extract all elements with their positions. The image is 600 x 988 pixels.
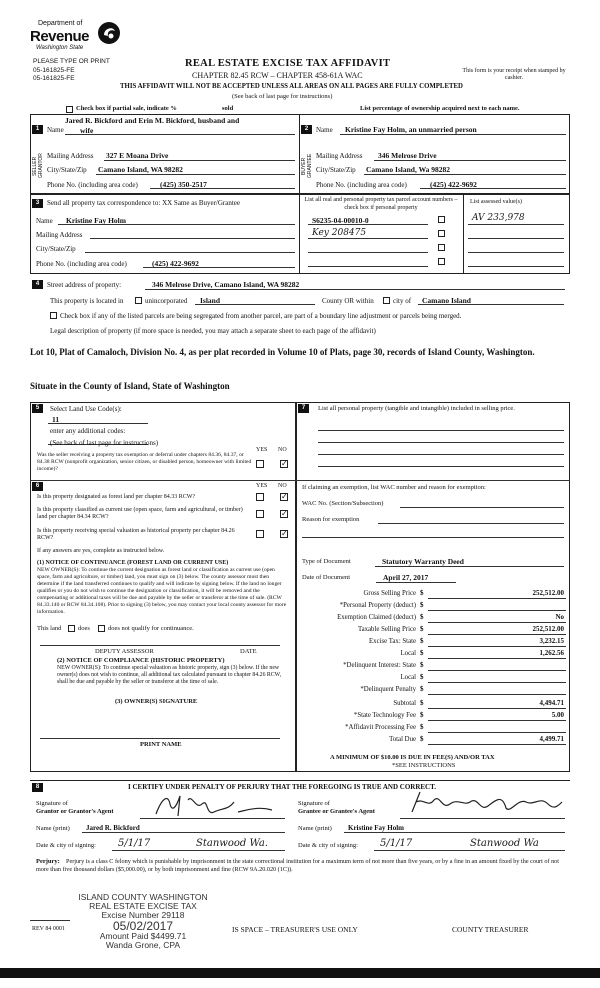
corr-phone: (425) 422-9692: [152, 259, 199, 268]
form-title: REAL ESTATE EXCISE TAX AFFIDAVIT: [185, 58, 391, 69]
grantor-sig-label1: Signature of: [36, 800, 68, 807]
seller-name-label: Name: [47, 126, 64, 134]
grantee-date-label: Date & city of signing:: [298, 842, 358, 849]
corr-address-label: Mailing Address: [36, 231, 83, 239]
segregated-checkbox[interactable]: [50, 312, 57, 319]
legal-description: Lot 10, Plat of Camaloch, Division No. 4, as per plat recorded in Volume 10 of Plats, page 30, records of Island County, Washington.: [30, 347, 535, 357]
seller-name-line2: wife: [80, 126, 94, 135]
buyer-name-label: Name: [316, 126, 333, 134]
see-back-note: (See back of last page for instructions): [232, 93, 333, 100]
revenue-wordmark: Revenue: [30, 28, 90, 45]
historic-no-checkbox[interactable]: ✓: [281, 529, 288, 538]
certify-statement: I CERTIFY UNDER PENALTY OF PERJURY THAT THE FOREGOING IS TRUE AND CORRECT.: [128, 783, 437, 791]
washington-state: Washington State: [36, 45, 84, 51]
notice-compliance-text: NEW OWNER(S): To continue special valuation as historic property, sign (3) below. If the new owner(s) does not wish to continue, all additional tax calculated pursuant to chapter 84.26 RCW, shall be due and payable by the seller or transferor at the time of sale.: [57, 665, 282, 685]
section-1-marker: 1: [32, 125, 43, 134]
doc-type: Statutory Warranty Deed: [382, 557, 464, 566]
section5-no-header: NO: [278, 447, 287, 453]
segregated-label: Check box if any of the listed parcels are being segregated from another parcel, are part of a boundary line adjustment or parcels being merged.: [60, 312, 462, 320]
grantee-sig-label1: Signature of: [298, 800, 330, 807]
doc-date: April 27, 2017: [383, 573, 429, 582]
partial-sale-checkbox[interactable]: [66, 106, 73, 113]
grantor-name: Jared R. Bickford: [86, 824, 140, 832]
dor-swirl-icon: [96, 20, 122, 46]
section-8-marker: 8: [32, 783, 43, 792]
historic-question: Is this property receiving special valuation as historical property per chapter 84.26 RCW?: [37, 528, 235, 541]
this-land-label: This land: [37, 625, 62, 632]
stamp-county: ISLAND COUNTY WASHINGTON: [78, 892, 208, 902]
section-4-marker: 4: [32, 280, 43, 289]
unincorporated-checkbox[interactable]: [135, 297, 142, 304]
exemption-question: Was the seller receiving a property tax exemption or deferral under chapters 84.36, 84.37, or 84.38 RCW (nonprofit organization, senior citizen, or disabled person, homeowner with limited income)?: [37, 452, 252, 472]
corr-name-label: Name: [36, 217, 53, 225]
personal-property-label: List all personal property (tangible and intangible) included in selling price.: [318, 405, 515, 412]
print-name-label: PRINT NAME: [140, 741, 182, 748]
grantor-sig-label2: Grantor or Grantor's Agent: [36, 808, 114, 815]
sold-label: sold: [222, 105, 234, 112]
tax-row: Excise Tax: State $ 3,232.15: [369, 637, 564, 645]
owner-signature-label: (3) OWNER(S) SIGNATURE: [115, 698, 198, 705]
section-7-marker: 7: [298, 404, 309, 413]
reason-label: Reason for exemption: [302, 516, 360, 523]
stamp-signer: Wanda Grone, CPA: [105, 940, 181, 950]
correspondence-label: Send all property tax correspondence to: XX Same as Buyer/Grantee: [47, 199, 241, 207]
tax-row: *Delinquent Penalty $: [298, 685, 566, 697]
buyer-address: 346 Melrose Drive: [378, 151, 437, 160]
section5-no-checkbox[interactable]: ✓: [281, 459, 288, 468]
city-of-checkbox[interactable]: [383, 297, 390, 304]
tax-row: Taxable Selling Price $ 252,512.00: [357, 625, 564, 633]
treasurer-use-only: IS SPACE – TREASURER'S USE ONLY: [232, 925, 358, 934]
located-label: This property is located in: [50, 297, 124, 305]
parcel-2-personal-checkbox[interactable]: [438, 230, 445, 237]
seller-city: Camano Island, WA 98282: [98, 165, 183, 174]
seller-side-label: SELLER GRANTOR: [32, 153, 44, 179]
warning-line: THIS AFFIDAVIT WILL NOT BE ACCEPTED UNLESS ALL AREAS ON ALL PAGES ARE FULLY COMPLETED: [120, 83, 463, 90]
current-use-yes-checkbox[interactable]: [256, 510, 264, 518]
buyer-city: Camano Island, Wa 98282: [366, 165, 451, 174]
deputy-assessor-label: DEPUTY ASSESSOR: [95, 648, 154, 655]
corr-city-label: City/State/Zip: [36, 245, 76, 253]
legal-desc-label: Legal description of property (if more space is needed, you may attach a separate sheet to each page of the affidavit): [50, 327, 376, 335]
bottom-scan-bar: [0, 968, 600, 978]
grantor-city: Stanwood Wa.: [196, 838, 269, 849]
please-type: PLEASE TYPE OR PRINT: [33, 58, 110, 65]
grantor-signature: [148, 790, 278, 820]
additional-codes-label: enter any additional codes:: [50, 427, 126, 435]
section6-no-header: NO: [278, 483, 287, 489]
seller-city-label: City/State/Zip: [47, 166, 87, 174]
tax-row: *Personal Property (deduct) $: [298, 601, 566, 613]
section-5-marker: 5: [32, 404, 43, 413]
buyer-phone: (425) 422-9692: [430, 180, 477, 189]
notice-continuance-title: (1) NOTICE OF CONTINUANCE (FOREST LAND OR CURRENT USE): [37, 560, 229, 566]
notice-compliance-title: (2) NOTICE OF COMPLIANCE (HISTORIC PROPERTY): [57, 657, 225, 664]
section6-yes-header: YES: [256, 483, 268, 489]
rev-number: REV 84 0001: [32, 926, 65, 932]
forest-yes-checkbox[interactable]: [256, 493, 264, 501]
grantee-date: 5/1/17: [380, 838, 413, 849]
grantee-signature: [406, 788, 566, 818]
list-percentage-note: List percentage of ownership acquired next to each name.: [360, 105, 520, 112]
street-address: 346 Melrose Drive, Camano Island, WA 98282: [152, 280, 300, 289]
does-not-label: does not qualify for continuance.: [108, 625, 194, 632]
grantor-name-label: Name (print): [36, 825, 70, 832]
grantor-date-label: Date & city of signing:: [36, 842, 96, 849]
tax-row: Subtotal $ 4,494.71: [393, 699, 564, 707]
tax-row: Local $ 1,262.56: [400, 649, 564, 657]
parcel-4-personal-checkbox[interactable]: [438, 258, 445, 265]
ref-number-1: 05-161825-FE: [33, 67, 75, 74]
street-address-label: Street address of property:: [47, 281, 122, 289]
tax-row: Total Due $ 4,499.71: [389, 735, 564, 743]
city-of-label: city of: [393, 297, 412, 305]
does-label: does: [78, 625, 90, 632]
seller-name-line1: Jared R. Bickford and Erin M. Bickford, husband and: [65, 116, 240, 125]
land-use-see-back: (See back of last page for instructions): [50, 439, 159, 447]
see-instructions-note: *SEE INSTRUCTIONS: [392, 762, 456, 769]
does-qualify-checkbox[interactable]: [68, 625, 75, 632]
section5-yes-checkbox[interactable]: [256, 460, 264, 468]
grantee-city: Stanwood Wa: [470, 838, 539, 849]
perjury-label: Perjury:: [36, 858, 60, 865]
partial-sale-label: Check box if partial sale, indicate %: [76, 105, 177, 112]
buyer-name: Kristine Fay Holm, an unmarried person: [345, 125, 477, 134]
tax-row: Local $: [298, 673, 566, 685]
seller-address-label: Mailing Address: [47, 152, 94, 160]
grantee-name: Kristine Fay Holm: [348, 824, 404, 832]
tax-row: Gross Selling Price $ 252,512.00: [363, 589, 564, 597]
historic-yes-checkbox[interactable]: [256, 530, 264, 538]
unincorporated-label: unincorporated: [145, 297, 188, 305]
buyer-city-label: City/State/Zip: [316, 166, 356, 174]
section-2-marker: 2: [301, 125, 312, 134]
stamp-date: 05/02/2017: [112, 919, 174, 933]
current-use-no-checkbox[interactable]: ✓: [281, 509, 288, 518]
stamp-excise-number: Excise Number 29118: [101, 910, 185, 920]
dept-of: Department of: [38, 20, 83, 27]
receipt-note: This form is your receipt when stamped by cashier.: [462, 68, 566, 81]
tax-row: *State Technology Fee $ 5.00: [353, 711, 564, 719]
minimum-due-note: A MINIMUM OF $10.00 IS DUE IN FEE(S) AND/OR TAX: [330, 754, 495, 761]
seller-address: 327 E Moana Drive: [106, 151, 169, 160]
county-treasurer-label: COUNTY TREASURER: [452, 925, 529, 934]
county-or-within-label: County OR within: [322, 297, 374, 305]
does-not-qualify-checkbox[interactable]: [98, 625, 105, 632]
doc-date-label: Date of Document: [302, 574, 351, 581]
stamp-ret: REAL ESTATE EXCISE TAX: [89, 901, 197, 911]
forest-no-checkbox[interactable]: ✓: [281, 492, 288, 501]
buyer-phone-label: Phone No. (including area code): [316, 181, 407, 189]
exemption-label: If claiming an exemption, list WAC number and reason for exemption:: [302, 484, 486, 491]
seller-phone-label: Phone No. (including area code): [47, 181, 138, 189]
grantee-name-label: Name (print): [298, 825, 332, 832]
parcel-number: S6235-04-00010-0: [312, 216, 369, 225]
buyer-address-label: Mailing Address: [316, 152, 363, 160]
land-use-code: 11: [52, 415, 60, 424]
land-use-label: Select Land Use Code(s):: [50, 405, 122, 413]
corr-name: Kristine Fay Holm: [66, 216, 126, 225]
assessed-header: List assessed value(s): [470, 199, 522, 205]
doc-type-label: Type of Document: [302, 558, 351, 565]
tax-row: Exemption Claimed (deduct) $ No: [337, 613, 564, 621]
tax-row: *Affidavit Processing Fee $: [298, 723, 566, 735]
assessed-value: AV 233,978: [472, 213, 525, 223]
parcel-key: Key 208475: [312, 228, 367, 238]
city-value: Camano Island: [422, 296, 471, 305]
dor-logo: [30, 20, 125, 56]
situate-line: Situate in the County of Island, State of Washington: [30, 381, 230, 391]
seller-phone: (425) 350-2517: [160, 180, 207, 189]
county-value: Island: [200, 296, 221, 305]
section-3-marker: 3: [32, 199, 43, 208]
forest-land-question: Is this property designated as forest land per chapter 84.33 RCW?: [37, 494, 196, 500]
ref-number-2: 05-161825-FE: [33, 75, 75, 82]
corr-phone-label: Phone No. (including area code): [36, 260, 127, 268]
section-6-marker: 6: [32, 482, 43, 491]
buyer-side-label: BUYER GRANTEE: [301, 153, 313, 179]
parcel-header: List all real and personal property tax parcel account numbers – check box if personal property: [304, 197, 458, 211]
perjury-text: Perjury is a class C felony which is punishable by imprisonment in the state correctional institution for a maximum term of not more than five years, or by a fine in an amount fixed by the court of not more than five thousand dollars ($5,000.00), or by both imprisonment and fine (RCW 9A.20.020 (1C)).: [36, 858, 559, 873]
tax-row: *Delinquent Interest: State $: [298, 661, 566, 673]
section5-yes-header: YES: [256, 447, 268, 453]
treasurer-stamp: [78, 893, 208, 950]
parcel-1-personal-checkbox[interactable]: [438, 216, 445, 223]
grantee-sig-label2: Grantee or Grantee's Agent: [298, 808, 375, 815]
notice-continuance-text: NEW OWNER(S): To continue the current designation as forest land or classification as current use (open space, farm and agriculture, or timber) land, you must sign on (3) below. The county assessor must then determine if the land transferred continues to qualify and will indicate by signing below. If the land no longer qualifies or you do not wish to continue the designation or classification, it will be removed and the compensating or additional taxes will be due and payable by the seller or transferor at the time of sale. (RCW 84.33.140 or RCW 84.34.108). Prior to signing (3) below, you may contact your local county assessor for more information.: [37, 567, 287, 615]
wac-label: WAC No. (Section/Subsection): [302, 500, 384, 507]
deputy-date-label: DATE: [240, 648, 257, 655]
current-use-question: Is this property classified as current use (open space, farm and agricultural, or timber) land per chapter 84.34 RCW?: [37, 507, 243, 520]
parcel-3-personal-checkbox[interactable]: [438, 244, 445, 251]
grantor-date: 5/1/17: [118, 838, 151, 849]
if-yes-note: If any answers are yes, complete as instructed below.: [37, 548, 165, 554]
form-chapter: CHAPTER 82.45 RCW – CHAPTER 458-61A WAC: [192, 71, 363, 80]
stamp-amount: Amount Paid $4499.71: [99, 931, 187, 941]
